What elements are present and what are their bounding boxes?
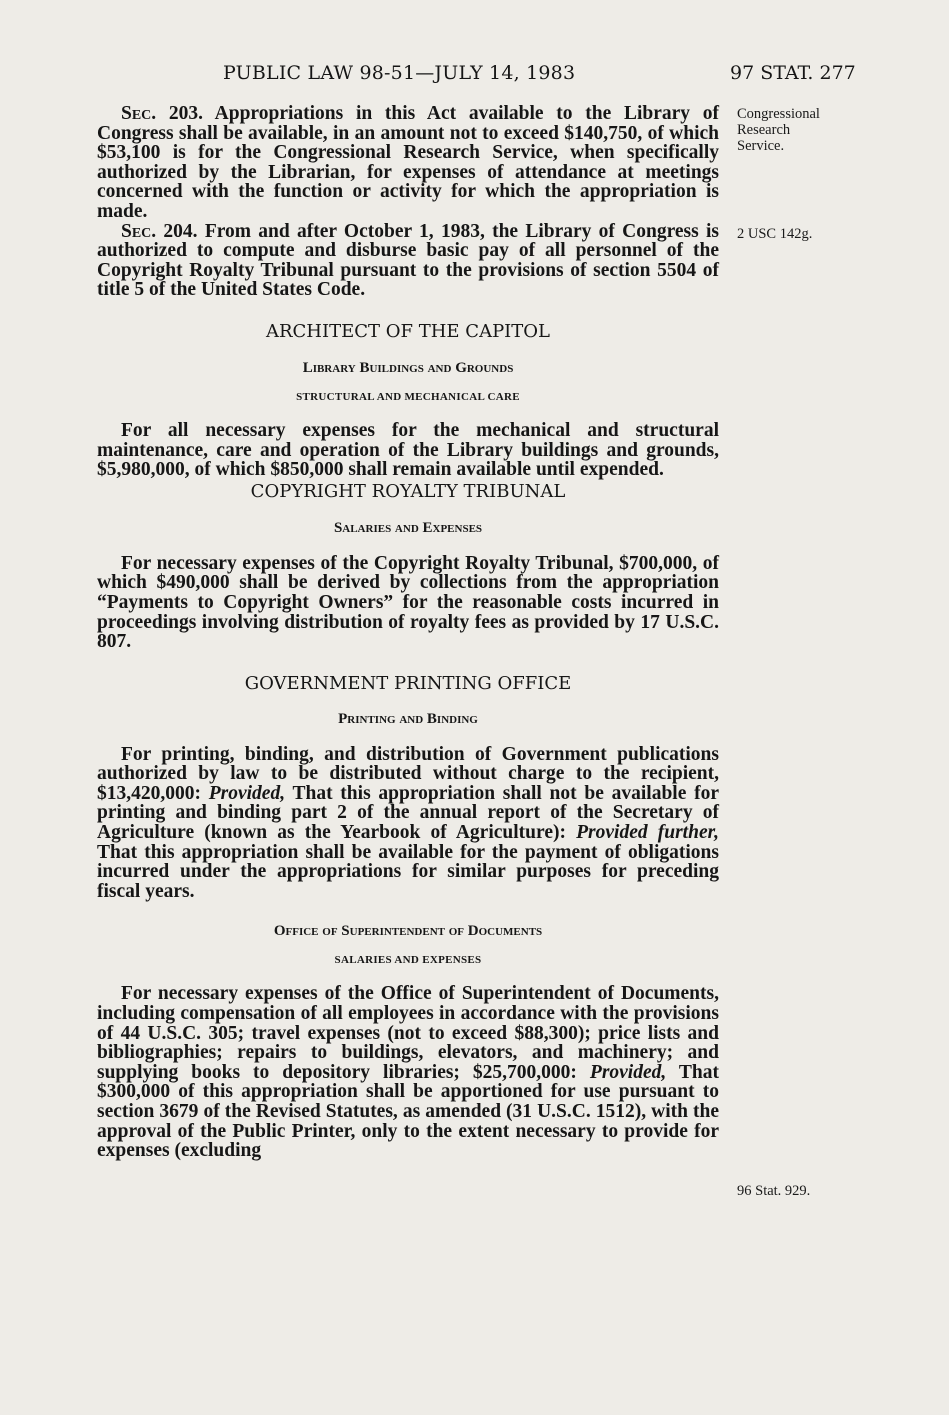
heading-copyright-tribunal: COPYRIGHT ROYALTY TRIBUNAL bbox=[250, 480, 566, 502]
main-text-column bbox=[97, 104, 719, 1161]
section-203 bbox=[97, 104, 719, 222]
margin-note-stat: 96 Stat. 929. bbox=[737, 1183, 811, 1199]
margin-note-usc: 2 USC 142g. bbox=[737, 226, 813, 242]
provided-italic: Provided, bbox=[589, 1061, 667, 1083]
margin-note-crs bbox=[737, 106, 820, 154]
section-label: Sec. bbox=[121, 220, 157, 242]
printing-text-3: That this appropriation shall be available for the payment of obligations incurred under the appropriations for similar purposes for preceding fiscal years. bbox=[97, 841, 719, 902]
provided-further-italic: Provided further, bbox=[576, 822, 719, 844]
printing-text-2: That this appropriation shall not be available for printing and binding part 2 of the annual report of the Secretary of Agriculture (known as the Yearbook of Agriculture): bbox=[97, 782, 719, 844]
section-204-text: 204. From and after October 1, 1983, the Library of Congress is authorized to compute and disburse basic pay of all personnel of the Copyright Royalty Tribunal pursuant to the provisions of section 5504 of title 5 of the United States Code. bbox=[97, 220, 719, 301]
section-203-text: 203. Appropriations in this Act available to the Library of Congress shall be available, in an amount not to exceed $140,750, of which $53,100 is for the Congressional Research Service, when specifically authorized by the Librarian, for expenses of attendance at meetings concerned with the function or activity for which the appropriation is made. bbox=[97, 103, 719, 222]
heading-superintendent-documents: Office of Superintendent of Documents bbox=[273, 923, 543, 940]
paragraph-copyright-tribunal: For necessary expenses of the Copyright Royalty Tribunal, $700,000, of which $490,000 shall be derived by collections from the appropriation “Payments to Copyright Owners” for the reasonable costs incurred in proceedings involving distribution of royalty fees as provided by 17 U.S.C. 807. bbox=[97, 552, 719, 653]
running-head-title: PUBLIC LAW 98-51—JULY 14, 1983 bbox=[223, 62, 576, 84]
heading-structural-care: STRUCTURAL AND MECHANICAL CARE bbox=[296, 390, 520, 403]
section-204 bbox=[97, 222, 719, 300]
margin-note-crs-line-2: Research bbox=[737, 122, 791, 138]
paragraph-structural-care: For all necessary expenses for the mechanical and structural maintenance, care and operation of the Library buildings and grounds, $5,980,000, of which $850,000 shall remain available until expended. bbox=[97, 419, 719, 481]
margin-note-crs-line-3: Service. bbox=[737, 138, 785, 154]
paragraph-printing-binding bbox=[97, 745, 719, 902]
heading-gpo: GOVERNMENT PRINTING OFFICE bbox=[244, 672, 572, 694]
provided-italic: Provided, bbox=[208, 782, 286, 804]
heading-architect: ARCHITECT OF THE CAPITOL bbox=[265, 320, 551, 342]
heading-copyright-salaries: Salaries and Expenses bbox=[333, 519, 483, 536]
supt-text-1: For necessary expenses of the Office of Superintendent of Documents, including compensation of all employees in accordance with the provisions of 44 U.S.C. 305; travel expenses (not to exceed $88,300); price lists and bibliographies; repairs to buildings, elevators, and machinery; and supplying books to depository libraries; $25,700,000: bbox=[97, 983, 719, 1083]
margin-note-crs-line-1: Congressional bbox=[737, 106, 820, 122]
section-label: Sec. bbox=[121, 103, 157, 124]
supt-text-2: That $300,000 of this appropriation shall be apportioned for use pursuant to section 3679 of the Revised Statutes, as amended (31 U.S.C. 1512), with the approval of the Public Printer, only to the extent necessary to provide for expenses (excluding bbox=[97, 1061, 719, 1162]
heading-printing-binding: Printing and Binding bbox=[338, 710, 478, 727]
heading-library-buildings: Library Buildings and Grounds bbox=[302, 359, 514, 376]
heading-supt-salaries: SALARIES AND EXPENSES bbox=[334, 954, 482, 967]
paragraph-superintendent-documents bbox=[97, 984, 719, 1160]
page-number: 97 STAT. 277 bbox=[730, 62, 856, 84]
printing-text-1: For printing, binding, and distribution of Government publications authorized by law to be distributed without charge to the recipient, $13,420,000: bbox=[97, 743, 719, 804]
